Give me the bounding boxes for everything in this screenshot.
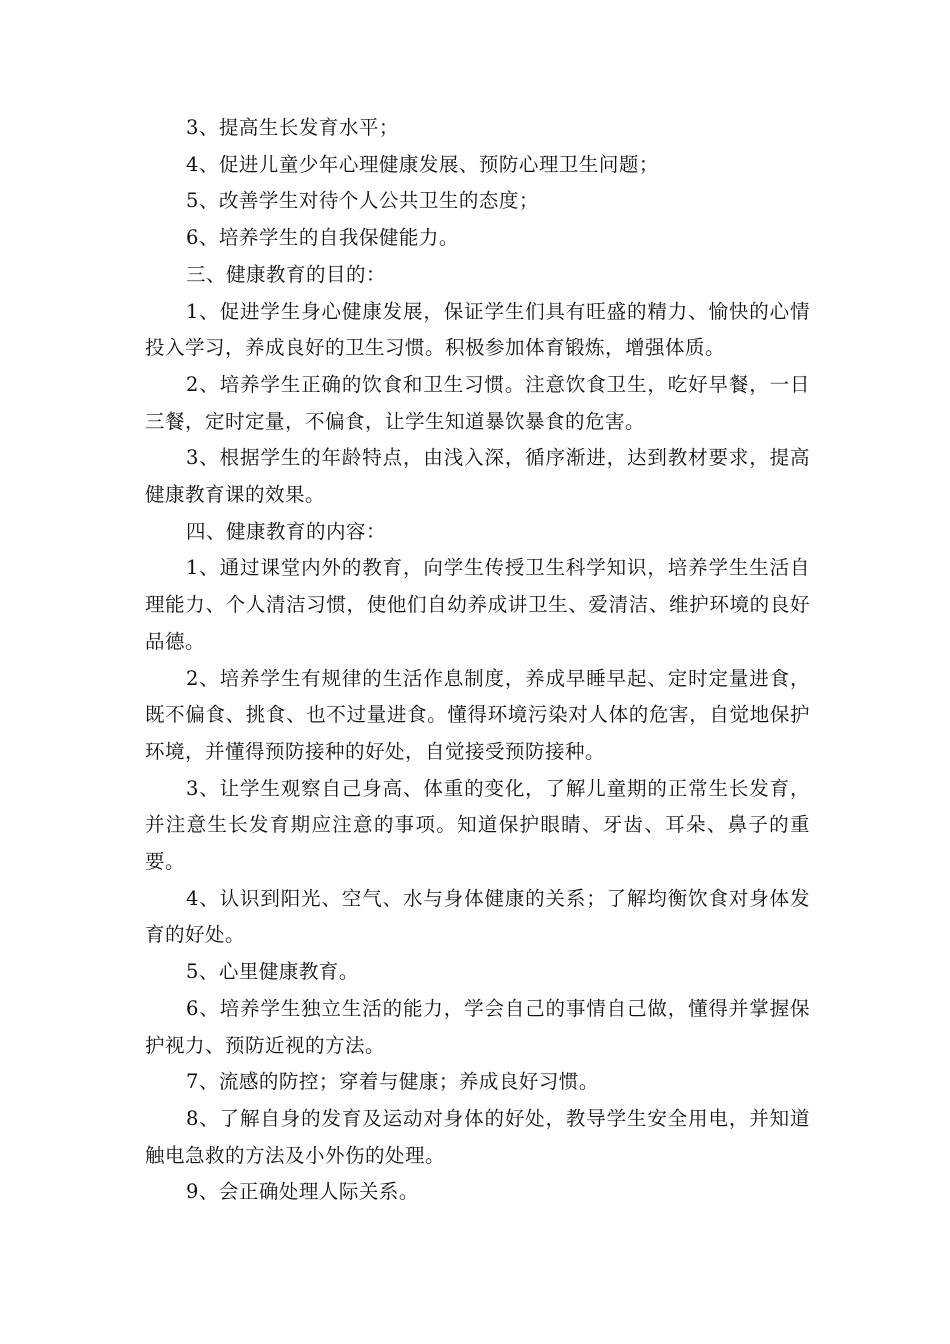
content-item-7: 7、流感的防控；穿着与健康；养成良好习惯。 xyxy=(186,1070,599,1094)
list-item-3-growth: 3、提高生长发育水平； xyxy=(186,116,399,139)
section-heading-purpose: 三、健康教育的目的： xyxy=(186,262,387,286)
content-item-3: 3、让学生观察自己身高、体重的变化，了解儿童期的正常生长发育，并注意生长发育期应注意的事项。知道保护眼睛、牙齿、耳朵、鼻子的重要。 xyxy=(145,776,810,874)
list-item-4-mental-health: 4、促进儿童少年心理健康发展、预防心理卫生问题； xyxy=(186,152,659,176)
purpose-item-2: 2、培养学生正确的饮食和卫生习惯。注意饮食卫生，吃好早餐，一日三餐，定时定量，不偏食，让学生知道暴饮暴食的危害。 xyxy=(145,372,810,433)
section-heading-content: 四、健康教育的内容： xyxy=(186,519,387,543)
list-item-5-hygiene-attitude: 5、改善学生对待个人公共卫生的态度； xyxy=(186,189,539,213)
list-item-6-self-care: 6、培养学生的自我保健能力。 xyxy=(186,226,459,250)
purpose-item-1: 1、促进学生身心健康发展，保证学生们具有旺盛的精力、愉快的心情投入学习，养成良好的卫生习惯。积极参加体育锻炼，增强体质。 xyxy=(145,299,810,360)
content-item-5: 5、心里健康教育。 xyxy=(186,960,359,984)
content-item-8: 8、了解自身的发育及运动对身体的好处，教导学生安全用电，并知道触电急救的方法及小外伤的处理。 xyxy=(145,1106,810,1167)
purpose-item-3: 3、根据学生的年龄特点，由浅入深，循序渐进，达到教材要求，提高健康教育课的效果。 xyxy=(145,446,810,507)
content-item-1: 1、通过课堂内外的教育，向学生传授卫生科学知识，培养学生生活自理能力、个人清洁习惯，使他们自幼养成讲卫生、爱清洁、维护环境的良好品德。 xyxy=(145,556,810,653)
content-item-9: 9、会正确处理人际关系。 xyxy=(186,1180,419,1204)
content-item-4: 4、认识到阳光、空气、水与身体健康的关系；了解均衡饮食对身体发育的好处。 xyxy=(145,886,810,947)
document-body xyxy=(145,110,810,1211)
content-item-2: 2、培养学生有规律的生活作息制度，养成早睡早起、定时定量进食，既不偏食、挑食、也不过量进食。懂得环境污染对人体的危害，自觉地保护环境，并懂得预防接种的好处，自觉接受预防接种。 xyxy=(145,666,810,763)
content-item-6: 6、培养学生独立生活的能力，学会自己的事情自己做，懂得并掌握保护视力、预防近视的方法。 xyxy=(145,996,810,1057)
